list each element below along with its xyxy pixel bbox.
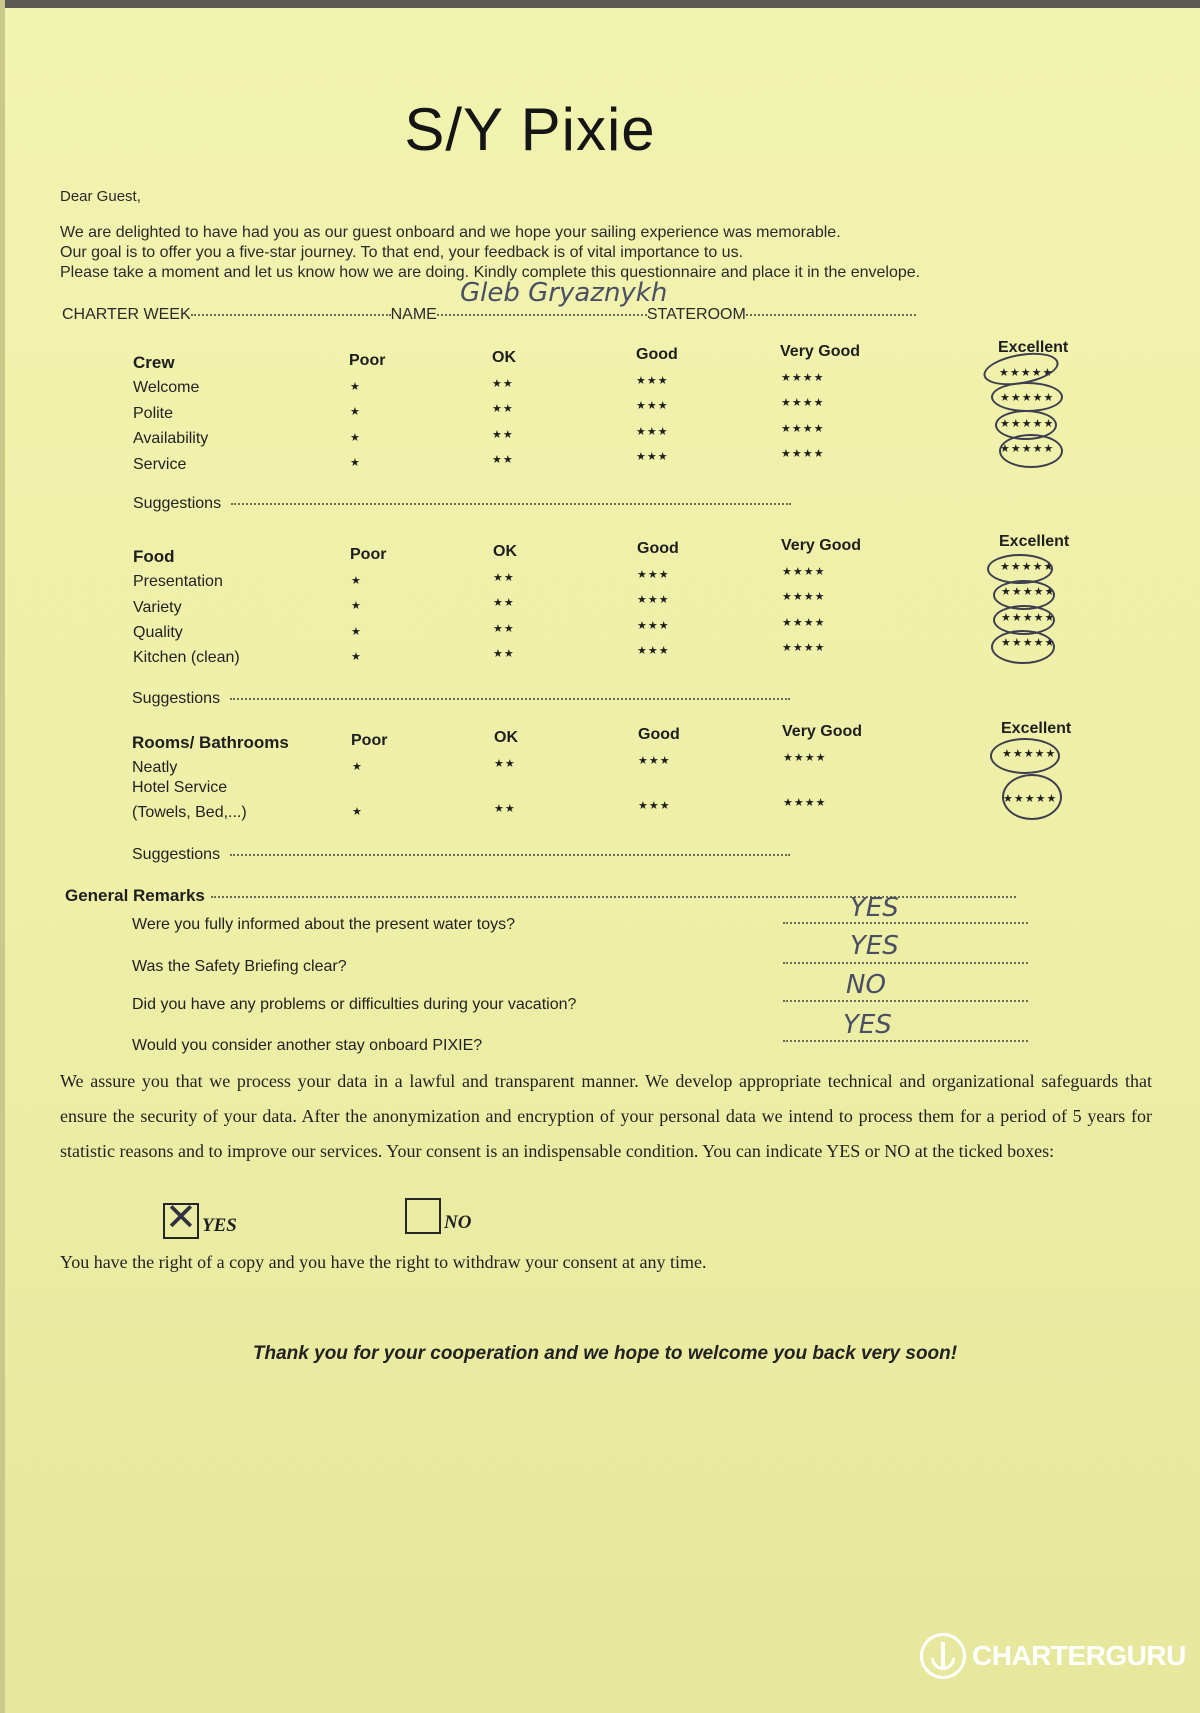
col-very-good: Very Good <box>780 343 861 360</box>
question-stay-again: Would you consider another stay onboard PIXIE? <box>132 1037 483 1054</box>
row-label-kitchen: Kitchen (clean) <box>133 649 240 666</box>
stars-good[interactable]: ★★★ <box>637 645 670 657</box>
question-problems: Did you have any problems or difficulties during your vacation? <box>132 996 577 1013</box>
selected-circle <box>999 434 1063 468</box>
col-ok: OK <box>494 729 518 746</box>
intro-line-3: Please take a moment and let us know how we are doing. Kindly complete this questionnaire and place it in the envelope. <box>60 264 921 281</box>
stars-poor[interactable]: ★ <box>351 600 362 612</box>
row-label-quality: Quality <box>133 624 183 641</box>
stars-poor[interactable]: ★ <box>351 651 362 663</box>
stars-excellent[interactable]: ★★★★★ <box>1001 612 1056 624</box>
charter-week-label: CHARTER WEEK <box>62 306 191 323</box>
section-title-crew: Crew <box>133 353 175 372</box>
suggestions-crew <box>133 495 791 513</box>
row-label-polite: Polite <box>133 405 174 422</box>
stateroom-label: STATEROOM <box>646 306 746 323</box>
anchor-icon <box>920 1633 966 1679</box>
answer-line[interactable] <box>783 962 1028 964</box>
suggestions-rooms <box>132 846 790 864</box>
consent-no-label: NO <box>444 1212 472 1233</box>
name-handwritten: Gleb Gryaznykh <box>460 278 668 308</box>
stars-very-good[interactable]: ★★★★ <box>781 423 825 435</box>
answer-line[interactable] <box>783 1000 1028 1002</box>
col-ok: OK <box>492 349 516 366</box>
general-remarks-title: General Remarks <box>65 886 205 905</box>
row-label-service: Service <box>133 456 187 473</box>
row-label-availability: Availability <box>133 430 209 447</box>
stars-excellent[interactable]: ★★★★★ <box>1000 443 1055 455</box>
answer-line[interactable] <box>783 1040 1028 1042</box>
stars-poor[interactable]: ★ <box>352 806 363 818</box>
col-poor: Poor <box>350 546 387 563</box>
charter-week-field[interactable] <box>191 313 391 316</box>
consent-yes-label: YES <box>202 1215 237 1236</box>
check-mark-icon: ✕ <box>165 1195 197 1239</box>
stars-very-good[interactable]: ★★★★ <box>783 797 827 809</box>
stars-very-good[interactable]: ★★★★ <box>781 448 825 460</box>
row-label-variety: Variety <box>133 599 182 616</box>
stars-ok[interactable]: ★★ <box>492 454 514 466</box>
col-very-good: Very Good <box>782 723 863 740</box>
row-label-presentation: Presentation <box>133 573 223 590</box>
fields-row <box>62 306 916 324</box>
thank-you-note: Thank you for your cooperation and we hope to welcome you back very soon! <box>252 1343 958 1364</box>
col-ok: OK <box>493 543 517 560</box>
stars-good[interactable]: ★★★ <box>636 375 669 387</box>
stars-very-good[interactable]: ★★★★ <box>782 642 826 654</box>
col-excellent: Excellent <box>999 533 1070 550</box>
stars-poor[interactable]: ★ <box>351 575 362 587</box>
stars-good[interactable]: ★★★ <box>638 800 671 812</box>
stars-ok[interactable]: ★★ <box>492 429 514 441</box>
stars-good[interactable]: ★★★ <box>637 620 670 632</box>
stars-good[interactable]: ★★★ <box>637 594 670 606</box>
stars-excellent[interactable]: ★★★★★ <box>1000 392 1055 404</box>
row-label-towels-bed: (Towels, Bed,...) <box>132 804 247 821</box>
stars-very-good[interactable]: ★★★★ <box>781 397 825 409</box>
row-label-hotel-service: Hotel Service <box>132 779 228 796</box>
answer-stay-again: YES <box>843 1010 892 1040</box>
section-title-rooms: Rooms/ Bathrooms <box>132 733 289 752</box>
stars-excellent[interactable]: ★★★★★ <box>1003 793 1058 805</box>
answer-water-toys: YES <box>850 893 899 923</box>
stars-poor[interactable]: ★ <box>351 626 362 638</box>
col-poor: Poor <box>351 732 388 749</box>
stars-poor[interactable]: ★ <box>350 381 361 393</box>
stars-good[interactable]: ★★★ <box>636 400 669 412</box>
question-water-toys: Were you fully informed about the present water toys? <box>132 916 516 933</box>
stars-very-good[interactable]: ★★★★ <box>782 617 826 629</box>
question-safety-briefing: Was the Safety Briefing clear? <box>132 958 347 975</box>
answer-safety-briefing: YES <box>850 931 899 961</box>
stars-ok[interactable]: ★★ <box>493 623 515 635</box>
suggestions-label: Suggestions <box>133 495 222 512</box>
stars-ok[interactable]: ★★ <box>493 648 515 660</box>
col-very-good: Very Good <box>781 537 862 554</box>
intro-line-1: We are delighted to have had you as our guest onboard and we hope your sailing experience was memorable. <box>60 224 841 241</box>
stars-good[interactable]: ★★★ <box>636 451 669 463</box>
stars-very-good[interactable]: ★★★★ <box>781 372 825 384</box>
stars-excellent[interactable]: ★★★★★ <box>999 367 1054 379</box>
greeting: Dear Guest, <box>60 188 141 205</box>
stars-poor[interactable]: ★ <box>350 457 361 469</box>
section-title-food: Food <box>133 547 175 566</box>
col-good: Good <box>636 346 678 363</box>
stars-ok[interactable]: ★★ <box>492 378 514 390</box>
data-consent-text: We assure you that we process your data in a lawful and transparent manner. We develop appropriate technical and organizational safeguards that ensure the security of your data. After the anonymization and encryption of your personal data we intend to process them for a period of 5 years for statistic reasons and to improve our services. Your consent is an indispensable condition. You can indicate YES or NO at the ticked boxes: <box>60 1071 1152 1161</box>
selected-circle <box>991 382 1063 412</box>
stars-poor[interactable]: ★ <box>350 406 361 418</box>
answer-problems: NO <box>846 970 886 1000</box>
stars-ok[interactable]: ★★ <box>493 597 515 609</box>
page-title: S/Y Pixie <box>404 96 656 163</box>
suggestions-label: Suggestions <box>132 690 221 707</box>
stars-excellent[interactable]: ★★★★★ <box>1000 561 1055 573</box>
stars-good[interactable]: ★★★ <box>637 569 670 581</box>
row-label-neatly: Neatly <box>132 759 178 776</box>
stars-poor[interactable]: ★ <box>350 432 361 444</box>
suggestions-field[interactable] <box>230 853 790 856</box>
col-good: Good <box>637 540 679 557</box>
name-label: NAME <box>390 306 437 323</box>
suggestions-field[interactable] <box>231 502 791 505</box>
row-label-welcome: Welcome <box>133 379 200 396</box>
consent-no-checkbox[interactable] <box>405 1198 441 1234</box>
answer-line[interactable] <box>783 922 1028 924</box>
selected-circle <box>1002 774 1062 820</box>
stars-excellent[interactable]: ★★★★★ <box>1002 748 1057 760</box>
suggestions-food <box>132 690 790 708</box>
stars-ok[interactable]: ★★ <box>494 803 516 815</box>
stars-very-good[interactable]: ★★★★ <box>783 752 827 764</box>
col-excellent: Excellent <box>998 339 1069 356</box>
withdraw-text: You have the right of a copy and you have the right to withdraw your consent at any time. <box>60 1252 707 1272</box>
selected-circle <box>991 630 1055 664</box>
stars-ok[interactable]: ★★ <box>494 758 516 770</box>
stars-ok[interactable]: ★★ <box>493 572 515 584</box>
name-field[interactable] <box>437 313 647 316</box>
col-excellent: Excellent <box>1001 720 1072 737</box>
intro-line-2: Our goal is to offer you a five-star journey. To that end, your feedback is of vital importance to us. <box>60 244 744 261</box>
col-good: Good <box>638 726 680 743</box>
suggestions-field[interactable] <box>230 697 790 700</box>
suggestions-label: Suggestions <box>132 846 221 863</box>
watermark <box>920 1633 1186 1679</box>
stars-very-good[interactable]: ★★★★ <box>782 566 826 578</box>
stars-excellent[interactable]: ★★★★★ <box>1000 418 1055 430</box>
col-poor: Poor <box>349 352 386 369</box>
stars-excellent[interactable]: ★★★★★ <box>1001 586 1056 598</box>
selected-circle <box>990 738 1060 774</box>
stars-very-good[interactable]: ★★★★ <box>782 591 826 603</box>
stateroom-field[interactable] <box>746 313 916 316</box>
watermark-text: CHARTERGURU <box>972 1640 1186 1671</box>
stars-ok[interactable]: ★★ <box>492 403 514 415</box>
stars-excellent[interactable]: ★★★★★ <box>1001 637 1056 649</box>
stars-poor[interactable]: ★ <box>352 761 363 773</box>
stars-good[interactable]: ★★★ <box>636 426 669 438</box>
stars-good[interactable]: ★★★ <box>638 755 671 767</box>
